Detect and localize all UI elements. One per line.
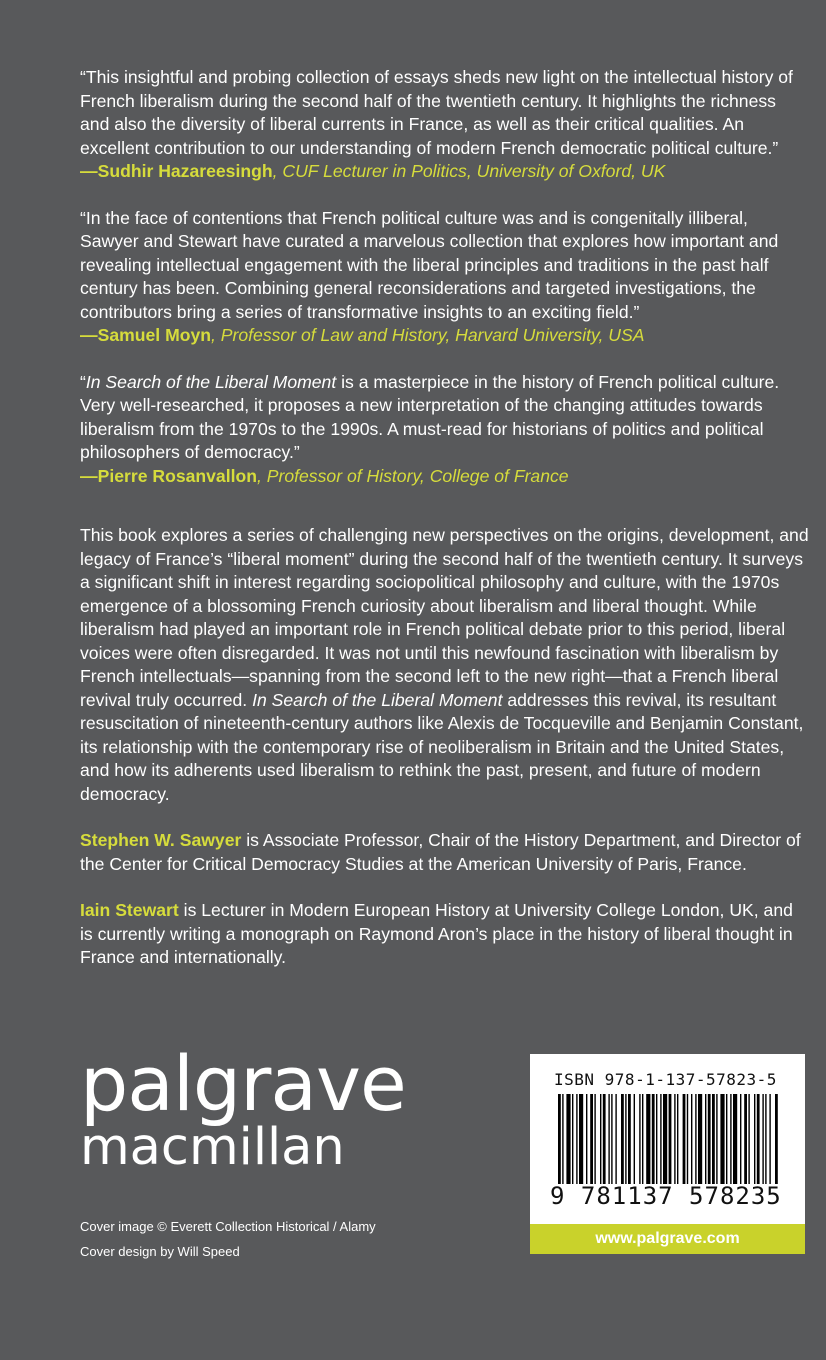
barcode-bar <box>611 1094 612 1184</box>
barcode-bar <box>639 1094 640 1184</box>
author-bio-text: is Associate Professor, Chair of the History Department, and Director of the Center for Critical Democracy Studies at the American University of Paris, France. <box>80 830 801 874</box>
barcode-bar <box>590 1094 593 1184</box>
barcode-bar <box>615 1094 616 1184</box>
barcode-bar <box>603 1094 606 1184</box>
barcode-image <box>558 1094 780 1186</box>
barcode-bar <box>642 1094 643 1184</box>
endorsement-quote <box>80 66 810 184</box>
publisher-logo <box>80 1039 406 1177</box>
barcode-bar <box>683 1094 686 1184</box>
barcode-bar <box>652 1094 655 1184</box>
barcode-bar <box>634 1094 635 1184</box>
barcode-bar <box>740 1094 741 1184</box>
back-cover-text <box>80 66 810 993</box>
barcode-bar <box>720 1094 724 1184</box>
quote-book-title: In Search of the Liberal Moment <box>85 371 337 392</box>
barcode-bar <box>744 1094 747 1184</box>
barcode-bar <box>625 1094 626 1184</box>
barcode-bar <box>748 1094 749 1184</box>
quote-text-prefix: “ <box>80 371 86 392</box>
quote-text: “This insightful and probing collection of essays sheds new light on the intellectual history of French liberalism during the second half of the twentieth century. It highlights the richness and also the diversity of liberal currents in France, as well as their critical qualities. An excellent contribution to our understanding of modern French democratic political culture.” <box>80 67 793 158</box>
endorsement-quote <box>80 207 810 348</box>
publisher-website: www.palgrave.com <box>530 1224 805 1254</box>
book-description <box>80 524 810 806</box>
barcode-bar <box>695 1094 696 1184</box>
author-name: Iain Stewart <box>80 900 179 920</box>
barcode-bar <box>562 1094 563 1184</box>
description-book-title: In Search of the Liberal Moment <box>252 689 503 710</box>
endorsement-quote <box>80 371 810 489</box>
description-part1: This book explores a series of challenging new perspectives on the origins, development, and legacy of France’s “liberal moment” during the second half of the twentieth century. It surveys a significant shift in interest regarding sociopolitical philosophy and culture, with the 1970s emergence of a blossoming French curiosity about liberalism and liberal thought. While liberalism had played an important role in French political debate prior to this period, liberal voices were often disregarded. It was not until this newfound fascination with liberalism by French intellectuals—spanning from the second left to the new right—that a French liberal revival truly occurred. <box>80 525 809 710</box>
barcode-bar <box>594 1094 595 1184</box>
quote-author-title: , Professor of Law and History, Harvard University, USA <box>211 325 645 345</box>
barcode-bar <box>698 1094 702 1184</box>
barcode-bar <box>660 1094 661 1184</box>
barcode-bar <box>754 1094 755 1184</box>
barcode-bar <box>628 1094 631 1184</box>
barcode-bar <box>586 1094 587 1184</box>
quote-author-title: , Professor of History, College of France <box>256 465 569 486</box>
barcode-bar <box>677 1094 678 1184</box>
cover-image-credit: Cover image © Everett Collection Historical / Alamy <box>80 1219 376 1234</box>
author-bio <box>80 829 810 876</box>
isbn-label: ISBN 978-1-137-57823-5 <box>554 1070 777 1089</box>
quote-author: —Pierre Rosanvallon <box>80 465 257 486</box>
barcode-bar <box>687 1094 688 1184</box>
barcode-bar <box>608 1094 609 1184</box>
cover-design-credit: Cover design by Will Speed <box>80 1244 240 1259</box>
barcode-bar <box>705 1094 706 1184</box>
publisher-logo-line2: macmillan <box>80 1118 345 1177</box>
barcode-bar <box>674 1094 675 1184</box>
cover-credits <box>80 1214 376 1264</box>
barcode-bar <box>769 1094 770 1184</box>
barcode-bar <box>646 1094 650 1184</box>
quote-text: “In the face of contentions that French political culture was and is congenitally illiberal, Sawyer and Stewart have curated a marvelous collection that explores how important and revealing intellectual engagement with the liberal principles and traditions in the past half century has been. Combining general reconsiderations and targeted investigations, the contributors bring a series of transformative insights to an exciting field.” <box>80 207 779 322</box>
quote-text: is a masterpiece in the history of French political culture. Very well-researched, it proposes a new interpretation of the changing attitudes towards liberalism from the 1970s to the 1990s. A must-read for historians of politics and political philosophers of democracy.” <box>80 371 780 462</box>
barcode-bar <box>691 1094 692 1184</box>
barcode-bar <box>730 1094 731 1184</box>
barcode-bar <box>572 1094 573 1184</box>
barcode-bar <box>716 1094 717 1184</box>
barcode-bar <box>558 1094 561 1184</box>
barcode-bar <box>708 1094 711 1184</box>
publisher-logo-line1: palgrave <box>80 1039 406 1128</box>
barcode-bar <box>757 1094 760 1184</box>
barcode-bar <box>600 1094 601 1184</box>
quote-author: —Samuel Moyn <box>80 325 211 345</box>
barcode-bar <box>762 1094 763 1184</box>
barcode-bar <box>765 1094 766 1184</box>
barcode-bar <box>712 1094 715 1184</box>
quote-author-title: , CUF Lecturer in Politics, University of Oxford, UK <box>272 161 666 181</box>
barcode-bar <box>656 1094 657 1184</box>
barcode-bar <box>621 1094 624 1184</box>
barcode-bar <box>566 1094 570 1184</box>
author-bio <box>80 899 810 970</box>
isbn-barcode-box <box>530 1054 805 1254</box>
author-name: Stephen W. Sawyer <box>80 830 242 850</box>
description-part2: addresses this revival, its resultant resuscitation of nineteenth-century authors like Alexis de Tocqueville and Benjamin Constant, its relationship with the contemporary rise of neoliberalism in Britain and the United States, and how its adherents used liberalism to rethink the past, present, and future of modern democracy. <box>80 689 804 804</box>
barcode-bar <box>663 1094 667 1184</box>
barcode-bar <box>775 1094 778 1184</box>
barcode-bar <box>669 1094 672 1184</box>
barcode-digits: 9 781137 578235 <box>550 1182 782 1210</box>
barcode-bar <box>726 1094 727 1184</box>
barcode-bar <box>733 1094 737 1184</box>
barcode-bar <box>576 1094 577 1184</box>
barcode-bar <box>579 1094 583 1184</box>
quote-author: —Sudhir Hazareesingh <box>80 161 273 181</box>
author-bio-text: is Lecturer in Modern European History at University College London, UK, and is currently writing a monograph on Raymond Aron’s place in the history of liberal thought in France and internationally. <box>80 900 793 967</box>
